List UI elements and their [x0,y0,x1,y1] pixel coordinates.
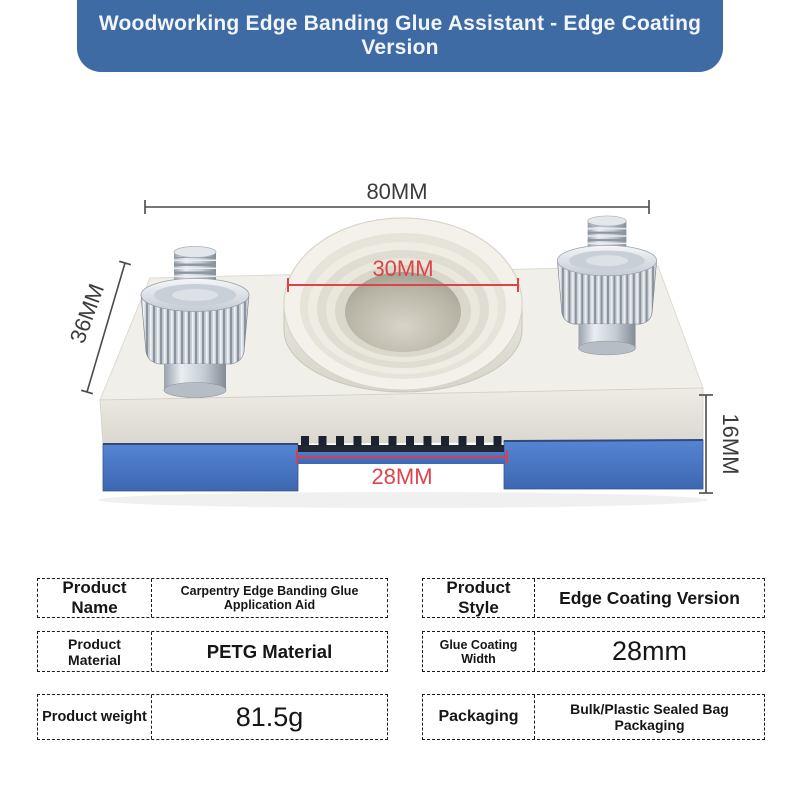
dimension-36mm-label: 36MM [64,280,110,347]
spec-label-product-name: Product Name [38,579,152,617]
spec-label-product-style: Product Style [423,579,535,617]
spec-row-product-material [37,631,388,672]
threaded-ring [284,218,522,392]
dimension-30mm-label: 30MM [372,256,434,281]
spec-value-packaging: Bulk/Plastic Sealed Bag Packaging [570,701,729,733]
page-title: Woodworking Edge Banding Glue Assistant - Edge Coating Version [98,12,702,59]
product-photo [60,140,760,560]
spec-row-product-weight [37,694,388,740]
spec-value-product-style: Edge Coating Version [559,587,740,608]
spec-label-product-material: Product Material [38,632,152,671]
product-shadow [98,492,708,508]
spec-value-product-material: PETG Material [206,640,333,662]
dimension-80mm-label: 80MM [366,179,428,204]
spec-value-glue-coating-width: 28mm [611,636,687,666]
dimension-80mm [145,179,649,214]
spec-row-glue-coating-width [422,631,765,672]
spec-row-product-style [422,578,765,618]
spec-label-product-weight: Product weight [38,695,152,739]
dimension-28mm-label: 28MM [371,464,433,489]
dimension-16mm [699,395,743,493]
spec-row-product-name [37,578,388,618]
spec-label-glue-coating-width: Glue Coating Width [423,632,535,671]
spec-row-packaging [422,694,765,740]
dimension-16mm-label: 16MM [718,413,743,475]
spec-value-product-name: Carpentry Edge Banding Glue Application Aid [180,584,359,612]
spec-label-packaging: Packaging [423,695,535,739]
title-banner [77,0,723,72]
spec-value-product-weight: 81.5g [235,701,304,732]
